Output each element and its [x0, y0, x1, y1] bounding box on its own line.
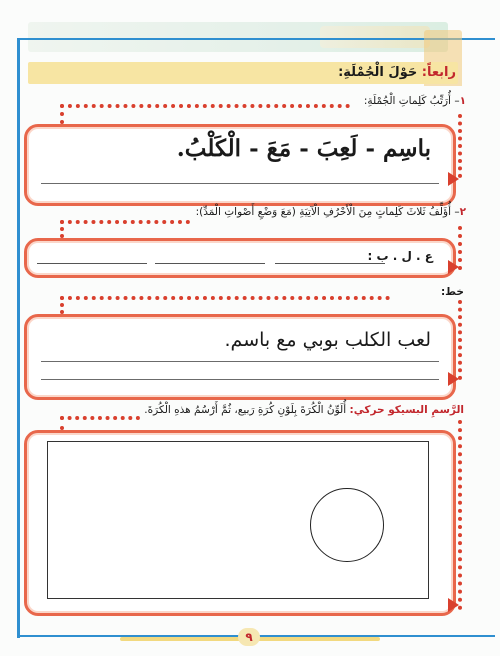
exercise2-dotted-lead-down [60, 220, 64, 238]
drawing-box[interactable] [47, 441, 429, 599]
exercise1-dotted-lead [60, 104, 350, 108]
section-title [338, 62, 456, 84]
page-frame-left-rule [17, 38, 20, 638]
exercise1-dotted-right [458, 114, 462, 178]
drawing-instruction [144, 404, 464, 416]
exercise2-letters: ع . ل . ب : [367, 249, 433, 263]
exercise1-card [24, 124, 456, 206]
drawing-dotted-lead [60, 416, 140, 420]
drawing-dotted-lead-down [60, 416, 64, 430]
exercise1-number: ١ [459, 95, 466, 107]
handwriting-line-2[interactable] [41, 379, 439, 380]
exercise2-instruction-text: – أُؤَلِّفُ ثَلاثَ كَلِماتٍ مِنَ الْأَحْرُفِ الْآتِيَةِ (مَعَ وَضْعِ أَصْواتِ الْمَدِّ): [195, 206, 460, 218]
exercise2-card [24, 238, 456, 278]
exercise2-arrow [448, 260, 459, 274]
handwriting-dotted-lead-down [60, 296, 64, 314]
handwriting-arrow [448, 372, 459, 386]
exercise1-answer-line[interactable] [41, 183, 439, 184]
exercise2-answer-line-2[interactable] [155, 263, 265, 264]
exercise2-dotted-lead [60, 220, 190, 224]
exercise2-instruction [196, 206, 466, 218]
ball-outline[interactable] [310, 488, 384, 562]
drawing-arrow [448, 598, 459, 612]
handwriting-sentence: لعب الكلب بوبي مع باسم. [224, 329, 431, 351]
exercise1-instruction-text: – أُرَتِّبُ كَلِماتِ الْجُمْلَةِ: [363, 95, 460, 107]
drawing-dotted-right [458, 420, 462, 610]
page-number: ٩ [238, 628, 260, 646]
handwriting-dotted-right [458, 300, 462, 380]
handwriting-label: خط: [440, 286, 464, 298]
top-banner-artwork [320, 26, 430, 48]
drawing-card [24, 430, 456, 616]
section-lead: رابعاً: [421, 65, 456, 80]
handwriting-line-1[interactable] [41, 361, 439, 362]
handwriting-card [24, 314, 456, 400]
exercise2-number: ٢ [459, 206, 466, 218]
section-title-text: حَوْلَ الْجُمْلَةِ: [338, 65, 418, 80]
exercise1-instruction [364, 95, 466, 107]
exercise2-answer-line-3[interactable] [37, 263, 147, 264]
exercise1-dotted-lead-down [60, 104, 64, 124]
exercise1-arrow [448, 172, 459, 186]
exercise2-answer-line-1[interactable] [275, 263, 385, 264]
handwriting-dotted-lead [60, 296, 390, 300]
exercise1-sentence: باسِم - لَعِبَ - مَعَ - الْكَلْبُ. [176, 135, 431, 162]
drawing-label: الرَّسمِ البسيكو حركي: [349, 404, 464, 416]
drawing-instruction-text: أُلَوِّنُ الْكُرَةَ بِلَوْنِ كُرَةِ رَبيع، ثُمَّ أَرْسُمُ هذهِ الْكُرَةَ. [144, 404, 347, 416]
